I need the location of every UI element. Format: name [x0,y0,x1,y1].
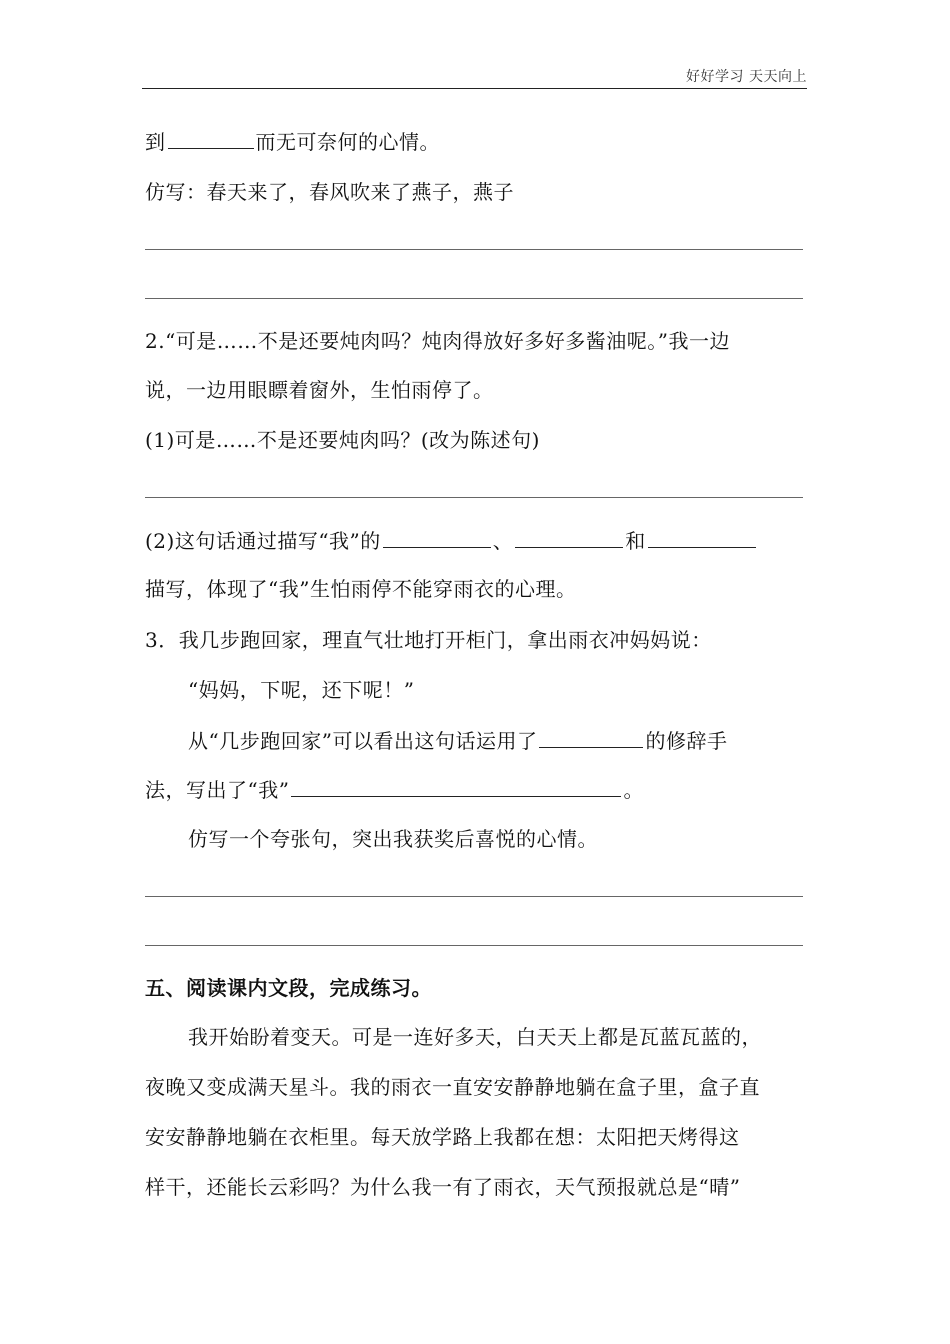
q2-stem-line1: 2.“可是……不是还要炖肉吗？炖肉得放好多好多酱油呢。”我一边 [145,329,731,353]
q3-analysis-line1 [188,727,727,754]
passage-line: 安安静静地躺在衣柜里。每天放学路上我都在想：太阳把天烤得这 [145,1125,740,1149]
q2-blank-1[interactable] [383,527,491,548]
q2-sub2-line2: 描写，体现了“我”生怕雨停不能穿雨衣的心理。 [145,577,577,601]
answer-line[interactable] [145,896,803,897]
q3-quote: “妈妈，下呢，还下呢！” [188,678,415,702]
q3-analysis-line2 [145,776,644,803]
q3-stem-line1: 3．我几步跑回家，理直气壮地打开柜门，拿出雨衣冲妈妈说： [145,628,712,652]
section5-title: 五、阅读课内文段，完成练习。 [145,976,432,1000]
q3-feeling-blank[interactable] [291,776,621,797]
q2-stem-line2: 说，一边用眼瞟着窗外，生怕雨停了。 [145,378,494,402]
q2-blank-3[interactable] [648,527,756,548]
q1-fill-prefix: 到 [145,130,166,154]
q3-line-b-suffix: 。 [623,778,644,802]
passage-line: 样干，还能长云彩吗？为什么我一有了雨衣，天气预报就总是“晴” [145,1175,741,1199]
q1-fill-suffix: 而无可奈何的心情。 [255,130,440,154]
q3-rhetoric-blank[interactable] [539,727,643,748]
q3-imitation-prompt: 仿写一个夸张句，突出我获奖后喜悦的心情。 [188,827,598,851]
q2-sub2-and: 和 [625,529,646,553]
answer-line[interactable] [145,945,803,946]
q2-sub2-separator: 、 [492,529,514,553]
q3-analysis-prefix: 从“几步跑回家”可以看出这句话运用了 [188,729,538,753]
q2-sub2-prefix: (2)这句话通过描写“我”的 [145,529,381,553]
q1-imitation-prompt: 仿写：春天来了，春风吹来了燕子，燕子 [145,180,514,204]
q1-answer-blank[interactable] [168,128,254,149]
q2-sub1-prompt: (1)可是……不是还要炖肉吗？(改为陈述句) [145,428,540,452]
passage-line: 我开始盼着变天。可是一连好多天，白天天上都是瓦蓝瓦蓝的， [188,1025,762,1049]
passage-line: 夜晚又变成满天星斗。我的雨衣一直安安静静地躺在盒子里，盒子直 [145,1075,760,1099]
header-rule [142,88,807,89]
page-header-text: 好好学习 天天向上 [686,69,807,85]
q2-sub2-line1 [145,527,758,554]
answer-line[interactable] [145,298,803,299]
q3-line-b-prefix: 法，写出了“我” [145,778,290,802]
answer-line[interactable] [145,249,803,250]
q1-fill-line [145,128,440,155]
q2-blank-2[interactable] [515,527,623,548]
q3-analysis-suffix: 的修辞手 [645,729,728,753]
answer-line[interactable] [145,497,803,498]
